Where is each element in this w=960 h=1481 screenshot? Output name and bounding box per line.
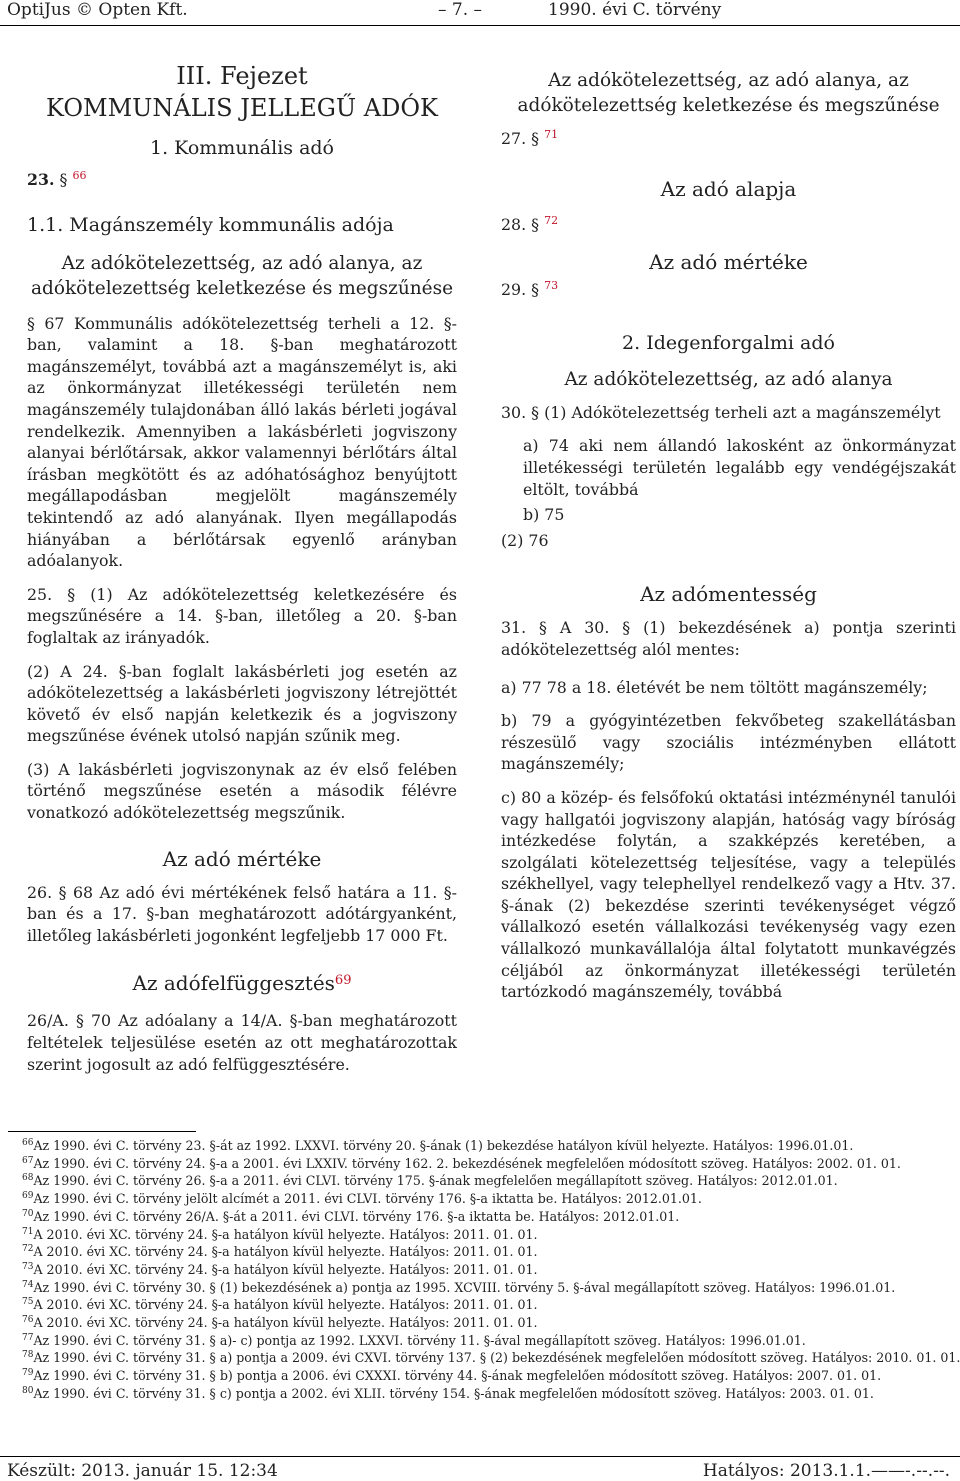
chapter-number: III. Fejezet	[176, 62, 308, 90]
chapter-title: KOMMUNÁLIS JELLEGŰ ADÓK	[46, 94, 438, 122]
header-law-title: 1990. évi C. törvény	[548, 0, 722, 20]
section-28: 28. § $^{72}$	[501, 213, 559, 234]
right-column	[501, 60, 956, 1003]
footnote-number: 78	[22, 1350, 34, 1361]
heading-obligation: Az adókötelezettség, az adó alanya, az adókötelezettség keletkezése és megszűnése	[30, 252, 454, 299]
footnote-number: 76	[22, 1315, 34, 1326]
section-25-1: 25. § (1) Az adókötelezettség keletkezésére és megszűnésére a 14. §-ban, illetőleg a 20. §-ban foglaltak az irányadók.	[27, 584, 457, 647]
footnote-text: A 2010. évi XC. törvény 24. §-a hatályon kívül helyezte. Hatályos: 2011. 01. 01.	[33, 1244, 538, 1260]
footnote	[22, 1279, 952, 1297]
footnote	[22, 1349, 960, 1367]
footnote	[22, 1243, 952, 1261]
section-23: 23. § $^{66}$	[27, 169, 87, 189]
footnote-number: 80	[22, 1385, 34, 1396]
heading-suspension: Az adófelfüggesztés$^{69}$	[132, 971, 352, 996]
footnote-text: Az 1990. évi C. törvény 31. § c) pontja a 2002. évi XLII. törvény 154. §-ának megfelelően módosított szöveg. Hatályos: 2003. 01. 01.	[33, 1385, 874, 1401]
section-25-3: (3) A lakásbérleti jogviszonynak az év első felében történő megszűnése esetén a második félévre vonatkozó adókötelezettség megszűnik.	[27, 759, 457, 823]
footnote-number: 70	[22, 1208, 34, 1219]
footnote-text: Az 1990. évi C. törvény 30. § (1) bekezdésének a) pontja az 1995. XCVIII. törvény 5. §-ával megállapított szöveg. Hatályos: 1996.01.01.	[33, 1279, 896, 1295]
footnote	[22, 1314, 952, 1332]
header-rule	[0, 25, 960, 26]
heading-tax-rate: Az adó mértéke	[162, 846, 322, 871]
footnote-text: Az 1990. évi C. törvény 23. §-át az 1992. LXXVI. törvény 20. §-ának (1) bekezdése hatályon kívül helyezte. Hatályos: 1996.01.01.	[33, 1138, 854, 1153]
footnote	[22, 1190, 952, 1208]
section-31-c: c) 80 a közép- és felsőfokú oktatási intézménynél tanulói vagy hallgatói jogviszony alapján, hatóság vagy bíróság intézkedése folytán, a szakképzés keretében, a szolgálati kötelezettség teljesítése, vagy a település székhellyel, vagy telephellyel rendelkező vagy a Htv. 37. §-ának (2) bekezdése szerinti tevékenységet végző vállalkozó esetén vállalkozási tevékenység vagy ezen vállalkozó munkavállalója által folytatott munkavégzés céljából az önkormányzat illetékességi területén tartózkodó magánszemély, továbbá	[501, 787, 956, 1002]
footnote-number: 73	[22, 1261, 34, 1272]
footnote-number: 69	[22, 1191, 34, 1202]
footnote-text: Az 1990. évi C. törvény 26/A. §-át a 2011. évi CLVI. törvény 176. §-a iktatta be. Hatályos: 2012.01.01.	[33, 1208, 680, 1224]
section-27: 27. § $^{71}$	[501, 128, 559, 148]
section-25-2: (2) A 24. §-ban foglalt lakásbérleti jog esetén az adókötelezettség a lakásbérleti jogviszony létrejöttét követő év első napján keletkezik és a jogviszony megszűnése évének utolsó napján szűnik meg.	[27, 661, 457, 746]
heading-obligation-2: Az adókötelezettség, az adó alanya, az adókötelezettség keletkezése és megszűnése	[517, 70, 940, 116]
footnote	[22, 1367, 952, 1385]
footer-created: Készült: 2013. január 15. 12:34	[7, 1461, 278, 1481]
section-26a: 26/A. § 70 Az adóalany a 14/A. §-ban meghatározott feltételek teljesülése esetén az ott meghatározottak szerint jogosult az adó felfüggesztésére.	[27, 1011, 457, 1074]
section-30-1: 30. § (1) Adókötelezettség terheli azt a magánszemélyt	[501, 402, 941, 422]
header-page-number: – 7. –	[438, 0, 483, 20]
heading-exemption: Az adómentesség	[640, 582, 817, 607]
subchapter-title: 1. Kommunális adó	[150, 137, 334, 159]
footnote	[22, 1172, 952, 1190]
section-26: 26. § 68 Az adó évi mértékének felső határa a 11. §-ban és a 17. §-ban meghatározott adótárgyanként, illetőleg lakásbérleti jogonként legfeljebb 17 000 Ft.	[27, 882, 457, 945]
footnote-text: Az 1990. évi C. törvény 24. §-a a 2001. évi LXXIV. törvény 162. 2. bekezdésének megfelelően módosított szöveg. Hatályos: 2002. 01. 01.	[33, 1155, 901, 1171]
footnote-number: 79	[22, 1368, 34, 1379]
footnote-number: 67	[22, 1155, 34, 1166]
page-header	[0, 0, 960, 26]
footnote-number: 71	[22, 1226, 34, 1237]
footnote-text: Az 1990. évi C. törvény 31. § a) pontja a 2009. évi CXVI. törvény 137. § (2) bekezdésének megfelelően módosított szöveg. Hatályos: 2010. 01. 01.	[33, 1350, 960, 1366]
footnote	[22, 1208, 952, 1226]
footnotes	[22, 1137, 960, 1403]
section-30-2: (2) 76	[501, 530, 549, 550]
heading-tax-rate-2: Az adó mértéke	[649, 250, 808, 275]
heading-tax-base: Az adó alapja	[660, 176, 797, 201]
footnote-text: Az 1990. évi C. törvény 26. §-a a 2011. évi CLVI. törvény 175. §-ának megfelelően megállapított szöveg. Hatályos: 2012.01.01.	[33, 1173, 838, 1189]
footnote-text: Az 1990. évi C. törvény jelölt alcímét a 2011. évi CLVI. törvény 176. §-a iktatta be. Hatályos: 2012.01.01.	[33, 1191, 702, 1207]
left-column	[27, 60, 457, 1075]
section-31: 31. § A 30. § (1) bekezdésének a) pontja szerinti adókötelezettség alól mentes:	[501, 618, 956, 659]
footnote-number: 77	[22, 1332, 34, 1343]
section-30-b: b) 75	[523, 505, 565, 525]
footnote-rule	[8, 1131, 196, 1132]
footnote-number: 66	[22, 1138, 34, 1148]
footnote-text: A 2010. évi XC. törvény 24. §-a hatályon kívül helyezte. Hatályos: 2011. 01. 01.	[33, 1226, 538, 1242]
footnote-number: 74	[22, 1279, 34, 1290]
footnote	[22, 1261, 952, 1279]
section-31-a: a) 77 78 a 18. életévét be nem töltött magánszemély;	[501, 677, 928, 697]
footer-rule	[0, 1456, 960, 1457]
header-publisher: OptiJus © Opten Kft.	[7, 0, 188, 20]
footnote	[22, 1296, 952, 1314]
footnote	[22, 1332, 952, 1350]
footnote-text: A 2010. évi XC. törvény 24. §-a hatályon kívül helyezte. Hatályos: 2011. 01. 01.	[33, 1261, 538, 1277]
footnote-number: 68	[22, 1173, 34, 1184]
section-30-a: a) 74 aki nem állandó lakosként az önkormányzat illetékességi területén legalább egy vendégéjszakát eltölt, továbbá	[523, 436, 956, 499]
footer-effective: Hatályos: 2013.1.1.——-.--.--.	[702, 1461, 950, 1481]
heading-obligation-subject: Az adókötelezettség, az adó alanya	[564, 368, 893, 390]
footnote-text: Az 1990. évi C. törvény 31. § a)- c) pontja az 1992. LXXVI. törvény 11. §-ával megállapított szöveg. Hatályos: 1996.01.01.	[33, 1332, 806, 1348]
footnote-number: 72	[22, 1244, 34, 1255]
footnote-number: 75	[22, 1297, 34, 1308]
footnote	[22, 1137, 952, 1155]
footnote-text: Az 1990. évi C. törvény 31. § b) pontja a 2006. évi CXXXI. törvény 44. §-ának megfelelően módosított szöveg. Hatályos: 2007. 01. 01.	[33, 1368, 882, 1384]
footnote	[22, 1226, 952, 1244]
footnote	[22, 1385, 952, 1403]
footnote-text: A 2010. évi XC. törvény 24. §-a hatályon kívül helyezte. Hatályos: 2011. 01. 01.	[33, 1315, 538, 1331]
footnote-text: A 2010. évi XC. törvény 24. §-a hatályon kívül helyezte. Hatályos: 2011. 01. 01.	[33, 1297, 538, 1313]
section-29: 29. § $^{73}$	[501, 279, 559, 300]
subchapter-tourist-tax: 2. Idegenforgalmi adó	[622, 331, 835, 354]
footnote	[22, 1155, 952, 1173]
subsection-title-1-1: 1.1. Magánszemély kommunális adója	[27, 213, 394, 236]
section-31-b: b) 79 a gyógyintézetben fekvőbeteg szakellátásban részesülő vagy szociális intézményben ellátott magánszemély;	[501, 711, 956, 774]
section-24: § 67 Kommunális adókötelezettség terheli a 12. §-ban, valamint a 18. §-ban meghatározott magánszemélyt, továbbá azt a magánszemélyt is, aki az önkormányzat illetékességi területén nem magánszemély tulajdonában álló lakás bérleti jogával rendelkezik. Amennyiben a lakásbérleti jogviszony alanyai bérlőtársak, akkor valamennyi bérlőtárs által írásban megkötött és az adóhatósághoz benyújtott megállapodásban megjelölt magánszemély tekintendő az adó alanyának. Ilyen megállapodás hiányában a bérlőtársak egyenlő arányban adóalanyok.	[27, 313, 457, 571]
